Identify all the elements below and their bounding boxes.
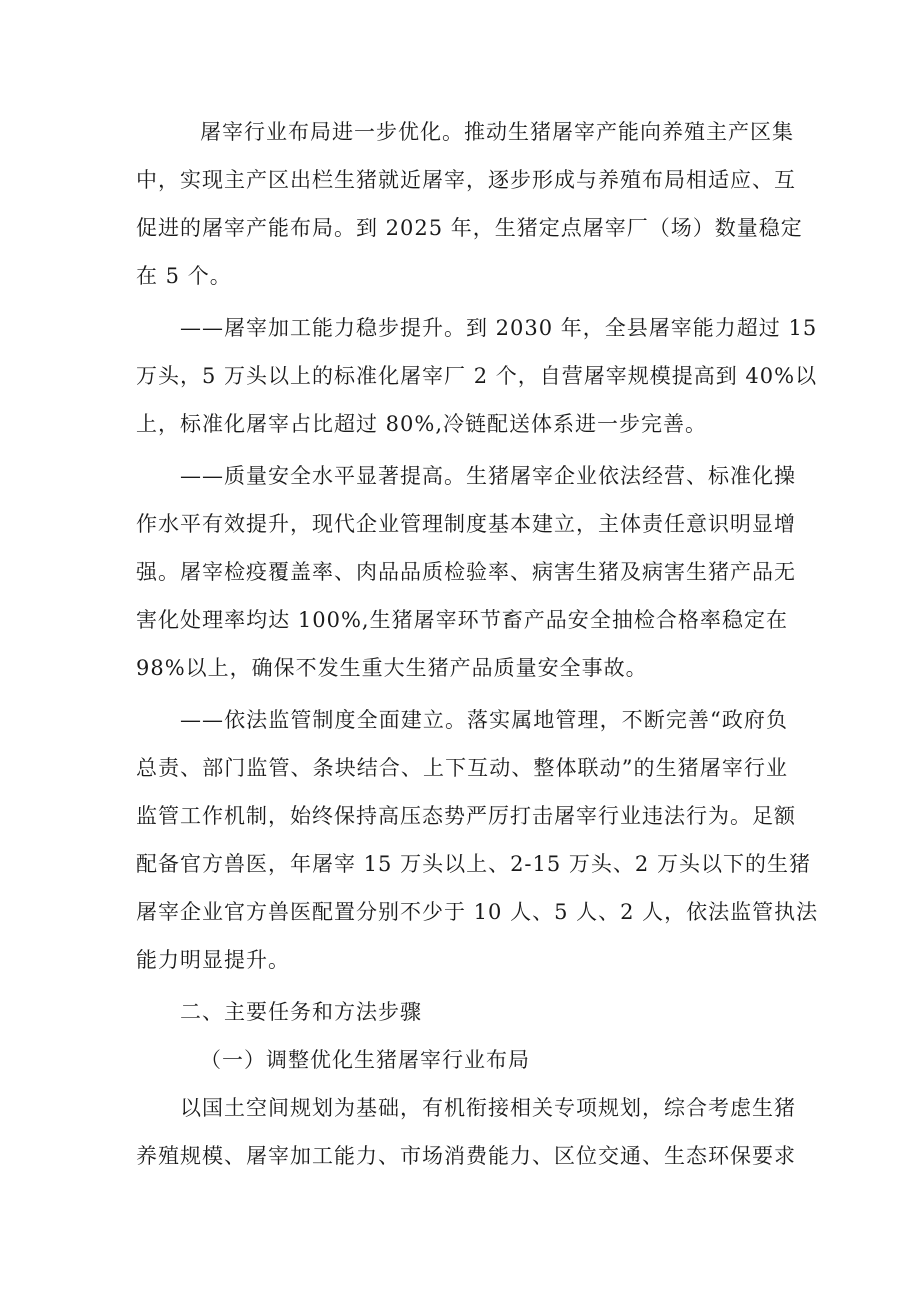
paragraph-4-line-4: 配备官方兽医，年屠宰 15 万头以上、2-15 万头、2 万头以下的生猪 xyxy=(136,852,811,876)
paragraph-4-line-1: ——依法监管制度全面建立。落实属地管理，不断完善“政府负 xyxy=(180,708,788,732)
paragraph-3-line-2: 作水平有效提升，现代企业管理制度基本建立，主体责任意识明显增 xyxy=(136,512,796,536)
paragraph-3-line-1: ——质量安全水平显著提高。生猪屠宰企业依法经营、标准化操 xyxy=(180,464,796,488)
paragraph-1-line-3: 促进的屠宰产能布局。到 2025 年，生猪定点屠宰厂（场）数量稳定 xyxy=(136,216,803,240)
paragraph-1-line-1: 屠宰行业布局进一步优化。推动生猪屠宰产能向养殖主产区集 xyxy=(200,120,794,144)
paragraph-3-line-3: 强。屠宰检疫覆盖率、肉品品质检验率、病害生猪及病害生猪产品无 xyxy=(136,560,796,584)
paragraph-3-line-5: 98%以上，确保不发生重大生猪产品质量安全事故。 xyxy=(136,656,648,680)
paragraph-4-line-3: 监管工作机制，始终保持高压态势严厉打击屠宰行业违法行为。足额 xyxy=(136,804,796,828)
final-paragraph-line-1: 以国土空间规划为基础，有机衔接相关专项规划，综合考虑生猪 xyxy=(180,1096,796,1120)
paragraph-2-line-3: 上，标准化屠宰占比超过 80%,冷链配送体系进一步完善。 xyxy=(136,412,708,436)
paragraph-2-line-1: ——屠宰加工能力稳步提升。到 2030 年，全县屠宰能力超过 15 xyxy=(180,316,818,340)
section-heading: 二、主要任务和方法步骤 xyxy=(180,1000,422,1024)
final-paragraph-line-2: 养殖规模、屠宰加工能力、市场消费能力、区位交通、生态环保要求 xyxy=(136,1144,796,1168)
paragraph-1-line-2: 中，实现主产区出栏生猪就近屠宰，逐步形成与养殖布局相适应、互 xyxy=(136,168,796,192)
paragraph-1-line-4: 在 5 个。 xyxy=(136,264,232,288)
paragraph-3-line-4: 害化处理率均达 100%,生猪屠宰环节畜产品安全抽检合格率稳定在 xyxy=(136,608,788,632)
paragraph-2-line-2: 万头，5 万头以上的标准化屠宰厂 2 个，自营屠宰规模提高到 40%以 xyxy=(136,364,818,388)
subsection-heading: （一）调整优化生猪屠宰行业布局 xyxy=(200,1048,530,1072)
paragraph-4-line-5: 屠宰企业官方兽医配置分别不少于 10 人、5 人、2 人，依法监管执法 xyxy=(136,900,819,924)
paragraph-4-line-2: 总责、部门监管、条块结合、上下互动、整体联动”的生猪屠宰行业 xyxy=(136,756,788,780)
paragraph-4-line-6: 能力明显提升。 xyxy=(136,948,290,972)
